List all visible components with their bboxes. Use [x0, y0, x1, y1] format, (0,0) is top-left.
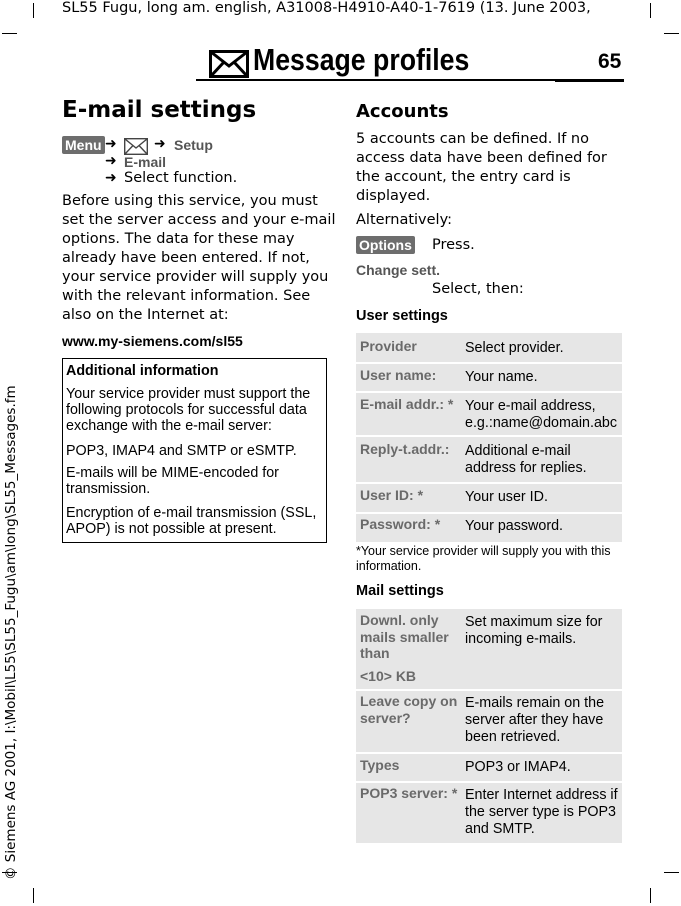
setting-key: Password: *: [360, 516, 441, 532]
text-line: 5 accounts can be defined. If no: [356, 131, 589, 147]
table-row: [356, 754, 622, 781]
table-row: [356, 484, 622, 512]
arrow-icon: ➜: [105, 136, 117, 152]
setting-key: Provider: [360, 338, 417, 354]
section-heading-accounts: Accounts: [356, 101, 449, 122]
page-number-rule: [555, 79, 624, 82]
setting-value: Enter Internet address if the server type is POP3 and SMTP.: [465, 787, 618, 837]
setting-value: Set maximum size for incoming e-mails.: [465, 614, 603, 647]
change-settings-label: Change sett.: [356, 262, 441, 278]
setting-value: E-mails remain on the server after they have been retrieved.: [465, 695, 605, 745]
info-paragraph: POP3, IMAP4 and SMTP or eSMTP.: [66, 443, 297, 459]
info-title: Additional information: [66, 363, 219, 379]
nav-setup: Setup: [174, 137, 213, 153]
website-url[interactable]: www.my-siemens.com/sl55: [62, 333, 243, 349]
side-file-path: © Siemens AG 2001, I:\Mobil\L55\SL55_Fugu\am\long\SL55_Messages.fm: [3, 385, 19, 880]
table-row: [356, 609, 622, 689]
table-row: [356, 691, 622, 752]
arrow-icon: ➜: [105, 153, 117, 169]
footnote: *Your service provider will supply you with this information.: [356, 544, 611, 573]
text-line: with the relevant information. See: [62, 288, 311, 304]
nav-path: [62, 136, 322, 188]
press-text: Press.: [432, 237, 475, 253]
setting-key: User name:: [360, 367, 437, 383]
table-row: [356, 364, 622, 391]
arrow-icon: ➜: [105, 170, 117, 186]
setting-value: Your password.: [465, 518, 564, 534]
page-number: 65: [598, 50, 622, 73]
select-then-text: Select, then:: [432, 281, 524, 297]
alternatively-text: Alternatively:: [356, 212, 452, 228]
crop-mark: [33, 3, 34, 18]
info-paragraph: Your service provider must support the following protocols for successful data exchange with the e-mail server:: [66, 386, 311, 434]
options-key[interactable]: Options: [356, 236, 415, 254]
arrow-icon: ➜: [154, 136, 166, 152]
setting-value: Your e-mail address, e.g.:name@domain.abc: [465, 398, 618, 431]
text-line: also on the Internet at:: [62, 307, 229, 323]
text-line: already have been entered. If not,: [62, 250, 310, 266]
text-line: access data have been defined for: [356, 150, 607, 166]
info-box: [62, 358, 327, 543]
setting-value: Additional e-mail address for replies.: [465, 443, 587, 476]
setting-key: Downl. only mails smaller than: [360, 612, 449, 661]
setting-key: Types: [360, 757, 400, 773]
table-row: [356, 437, 622, 482]
setting-key: E-mail addr.: *: [360, 396, 454, 412]
setting-value: Your user ID.: [465, 489, 548, 505]
user-settings-heading: User settings: [356, 308, 448, 324]
setting-value: POP3 or IMAP4.: [465, 759, 571, 775]
setting-key-default: <10> KB: [360, 668, 417, 684]
nav-email: E-mail: [124, 154, 167, 170]
envelope-icon: [209, 50, 249, 82]
table-row: [356, 393, 622, 435]
text-line: options. The data for these may: [62, 231, 295, 247]
text-line: the account, the entry card is: [356, 169, 571, 185]
setting-key: User ID: *: [360, 487, 424, 503]
info-paragraph: E-mails will be MIME-encoded for transmission.: [66, 465, 279, 497]
setting-key: Leave copy on server?: [360, 693, 458, 726]
crop-mark: [650, 888, 651, 903]
table-row: [356, 783, 622, 843]
intro-paragraph: [62, 192, 336, 325]
info-paragraph: Encryption of e-mail transmission (SSL, APOP) is not possible at present.: [66, 505, 317, 537]
menu-key[interactable]: Menu: [62, 136, 105, 154]
setting-value: Your name.: [465, 369, 538, 385]
setting-key: POP3 server: *: [360, 785, 458, 801]
crop-mark: [650, 3, 651, 18]
accounts-intro: [356, 130, 624, 206]
setting-key: Reply-t.addr.:: [360, 441, 450, 457]
crop-mark: [33, 888, 34, 903]
running-head: SL55 Fugu, long am. english, A31008-H4910-A40-1-7619 (13. June 2003,: [62, 0, 591, 16]
section-heading-email-settings: E-mail settings: [62, 97, 257, 123]
text-line: displayed.: [356, 188, 431, 204]
nav-select-function: Select function.: [124, 170, 238, 186]
text-line: Before using this service, you must: [62, 193, 318, 209]
table-row: [356, 514, 622, 542]
crop-mark: [2, 33, 17, 34]
page-title: Message profiles: [253, 42, 470, 77]
crop-mark: [664, 872, 679, 873]
setting-value: Select provider.: [465, 340, 564, 356]
table-row: [356, 333, 622, 362]
text-line: your service provider will supply you: [62, 269, 329, 285]
crop-mark: [664, 33, 679, 34]
text-line: set the server access and your e-mail: [62, 212, 336, 228]
mail-settings-heading: Mail settings: [356, 583, 444, 599]
